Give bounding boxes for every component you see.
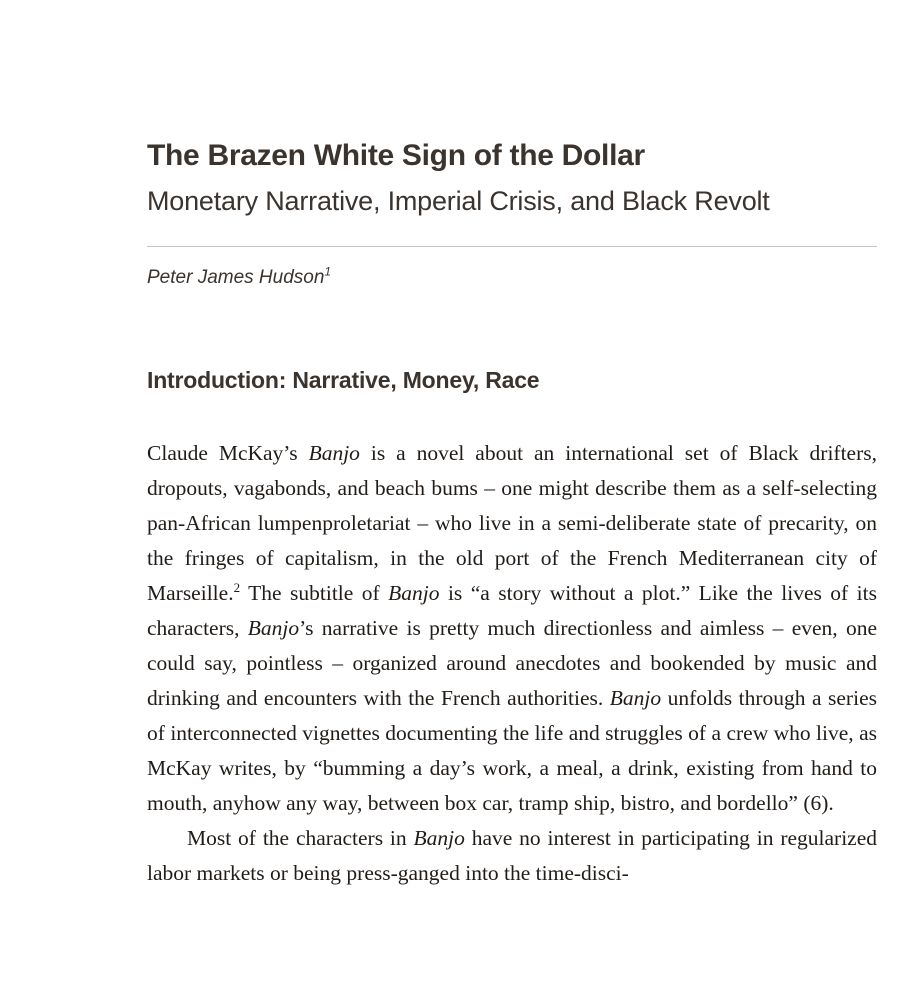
author-line	[147, 264, 877, 289]
article-content	[147, 0, 877, 891]
author-name: Peter James Hudson	[147, 267, 325, 288]
paragraph: Most of the characters in Banjo have no interest in participating in regularized labor markets or being press-ganged into the time-disci-	[147, 826, 878, 885]
article-subtitle: Monetary Narrative, Imperial Crisis, and Black Revolt	[147, 186, 770, 216]
author-footnote-ref: 1	[324, 264, 332, 279]
article-body	[147, 436, 877, 891]
paragraph: Claude McKay’s Banjo is a novel about an international set of Black drifters, dropouts, vagabonds, and beach bums – one might describe them as a self-selecting pan-African lumpenproletariat – who live in a semi-deliberate state of precarity, on the fringes of capitalism, in the old port of the French Mediterranean city of Marseille.$^2$ The subtitle of Banjo is “a story without a plot.” Like the lives of its characters, Banjo’s narrative is pretty much directionless and aimless – even, one could say, pointless – organized around anecdotes and bookended by music and drinking and encounters with the French authorities. Banjo unfolds through a series of interconnected vignettes documenting the life and struggles of a crew who live, as McKay writes, by “bumming a day’s work, a meal, a drink, existing from hand to mouth, anyhow any way, between box car, tramp ship, bistro, and bordello” (6).	[147, 441, 877, 815]
author-divider	[147, 246, 877, 247]
article-title: The Brazen White Sign of the Dollar	[147, 139, 645, 172]
section-heading: Introduction: Narrative, Money, Race	[147, 367, 540, 393]
